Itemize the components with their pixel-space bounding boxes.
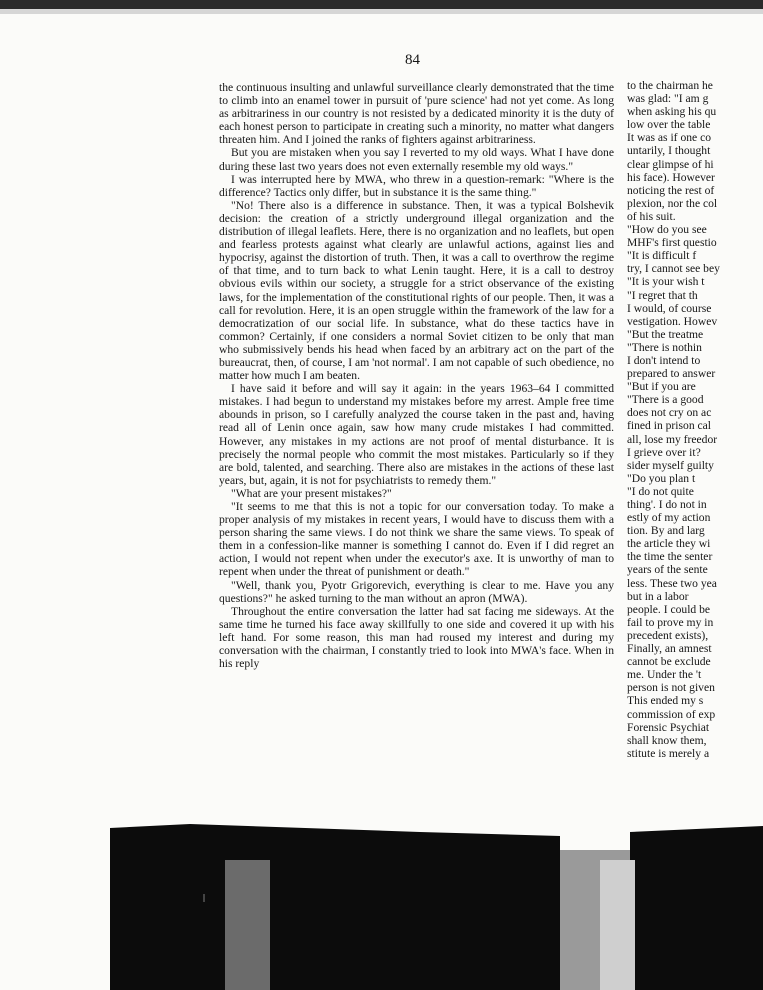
text-line: MHF's first questio (627, 236, 717, 250)
text-line: "How do you see (627, 223, 707, 237)
text-line: to the chairman he (627, 79, 713, 92)
text-line: thing'. I do not in (627, 498, 707, 511)
text-line: does not cry on ac (627, 406, 712, 420)
text-line: "Do you plan t (627, 471, 696, 485)
text-line: This ended my s (627, 694, 704, 708)
text-line: Forensic Psychiat (627, 720, 710, 734)
text-line: try, I cannot see bey (627, 262, 720, 276)
text-line: "It is difficult f (627, 249, 697, 263)
text-line: "It is your wish t (627, 275, 705, 289)
text-line: stitute is merely a (627, 746, 710, 760)
text-line: clear glimpse of hi (627, 157, 714, 171)
text-line: person is not given (627, 681, 715, 695)
text-line: Finally, an amnest (627, 642, 712, 656)
page-number: 84 (405, 52, 420, 68)
shadow-fade-right (600, 860, 635, 990)
text-line: "But the treatme (627, 327, 704, 341)
text-line: all, lose my freedor (627, 432, 718, 446)
text-line: "There is nothin (627, 340, 702, 354)
paragraph: But you are mistaken when you say I reverted to my old ways. What I have done during these last two years does not even externally resemble my old ways." (219, 146, 614, 173)
text-line: his face). However (627, 170, 715, 184)
paragraph: I have said it before and will say it again: in the years 1963–64 I committed mistakes. I had begun to understand my mistakes before my arrest. Ample free time abounds in prison, so I carefully analyzed the course taken in the past and, having read all of Lenin once again, saw how many crude mistakes I had committed. However, any mistakes in my actions are not proof of mental disturbance. It is precisely the normal people who commit the most mistakes. Particularly so if they are bold, talented, and searching. There also are mistakes in the actions of these last years, but, again, it is not for psychiatrists to remedy them." (219, 382, 614, 487)
text-line: I don't intend to (627, 353, 701, 367)
scan-speck (203, 894, 205, 902)
text-line: the time the senter (627, 550, 713, 564)
text-line: untarily, I thought (627, 144, 711, 158)
text-line: low over the table (627, 118, 711, 132)
text-line: people. I could be (627, 602, 711, 616)
text-line: less. These two yea (627, 576, 717, 590)
text-line: years of the sente (627, 563, 708, 577)
text-line: "But if you are (627, 380, 696, 394)
text-line: of his suit. (627, 209, 676, 223)
paragraph: I was interrupted here by MWA, who threw in a question-remark: "Where is the difference? Tactics only differ, but in substance it is the same thing." (219, 172, 614, 199)
paragraph: "Well, thank you, Pyotr Grigorevich, everything is clear to me. Have you any questions?" he asked turning to the man without an apron (MWA). (219, 578, 614, 605)
right-text-column (627, 79, 763, 760)
paragraph: "No! There also is a difference in substance. Then, it was a typical Bolshevik decision: the creation of a strictly underground illegal organization and the distribution of illegal leaflets. Here, there is no organization and no leaflets, but open and fearless protests against what clearly are unlawful actions, against lies and hypocrisy, against the distortion of truth. Then, it was a call to overthrow the regime of that time, and to turn back to what Lenin taught. Here, it is a call to destroy obvious evils within our society, a struggle for a strict observance of the existing laws, for the implementation of the constitutional rights of our people. Then, it was a call for revolution. Here, it is an open struggle within the framework of the law for a democratization of our social life. In substance, what do these tactics have in common? Certainly, if one considers a normal Soviet citizen to be only that man who submissively bends his head when faced by an arbitrary act on the part of the bureaucrat, then, of course, I am 'not normal'. I am not capable of such obedience, no matter how much I am beaten. (219, 198, 614, 383)
text-line: I grieve over it? (627, 445, 701, 459)
paragraph: "It seems to me that this is not a topic for our conversation today. To make a proper analysis of my mistakes in recent years, I would have to discuss them with a person sharing the same views. I do not think we share the same views. To speak of them in a confession-like manner is something I cannot do. Even if I did regret an action, I would not repent when under the executor's axe. It is unworthy of man to repent when under the threat of punishment or death." (219, 500, 614, 579)
text-line: the article they wi (627, 537, 711, 551)
text-line: estly of my action (627, 511, 711, 525)
text-line: prepared to answer (627, 367, 716, 381)
text-line: "I do not quite (627, 484, 694, 498)
text-line: when asking his qu (627, 105, 717, 119)
text-line: It was as if one co (627, 131, 712, 145)
text-line: tion. By and larg (627, 524, 705, 538)
text-line: cannot be exclude (627, 655, 711, 669)
text-line: fail to prove my in (627, 615, 714, 629)
text-line: I would, of course (627, 301, 712, 315)
left-text-column (219, 81, 614, 670)
paragraph: Throughout the entire conversation the latter had sat facing me sideways. At the same time he turned his face away skillfully to one side and covered it up with his left hand. For some reason, this man had roused my interest and during my conversation with the chairman, I constantly tried to look into MWA's face. When in his reply (219, 604, 614, 671)
text-line: was glad: "I am g (627, 92, 709, 106)
shadow-fade-left (225, 860, 270, 990)
shadow-band-left (110, 824, 560, 990)
text-line: fined in prison cal (627, 419, 712, 433)
paragraph: the continuous insulting and unlawful surveillance clearly demonstrated that the time to climb into an enamel tower in pursuit of 'pure science' had not yet come. As long as arbitrariness in our country is not resisted by a dedicated minority it is the duty of each honest person to participate in creating such a minority, no matter what dangers threaten him. And I joined the ranks of fighters against arbitrariness. (219, 81, 614, 147)
scan-bottom-shadow (0, 820, 763, 990)
text-line: sider myself guilty (627, 458, 714, 472)
text-line: me. Under the 't (627, 668, 702, 682)
paragraph: "What are your present mistakes?" (231, 486, 392, 500)
text-line: vestigation. Howev (627, 314, 718, 328)
text-line: noticing the rest of (627, 183, 715, 197)
scan-top-shadow (0, 9, 763, 14)
scan-top-edge (0, 0, 763, 9)
text-line: "There is a good (627, 393, 704, 407)
text-line: "I regret that th (627, 288, 698, 302)
text-line: shall know them, (627, 733, 707, 747)
text-line: plexion, nor the col (627, 196, 718, 210)
text-line: but in a labor (627, 589, 689, 603)
text-line: precedent exists), (627, 628, 709, 642)
shadow-band-right (630, 826, 763, 990)
text-line: commission of exp (627, 707, 716, 721)
